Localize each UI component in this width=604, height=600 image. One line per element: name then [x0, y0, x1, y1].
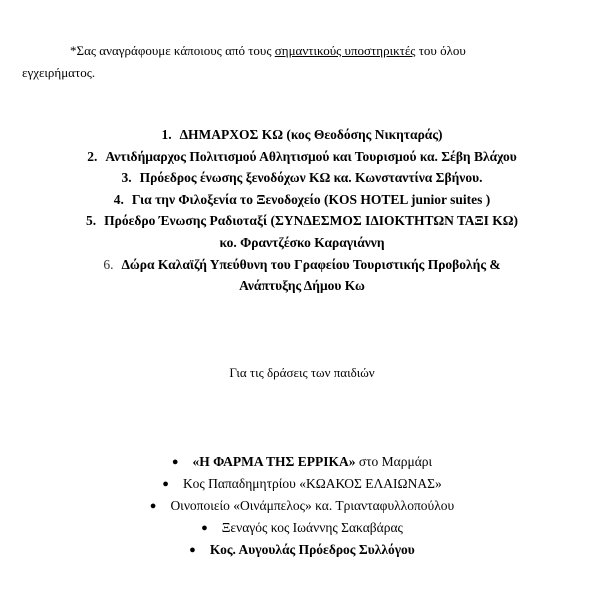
item-text: Πρόεδρος ένωσης ξενοδόχων ΚΩ κα. Κωνσταντίνα Σβήνου. — [139, 170, 483, 186]
kids-activities-list — [0, 451, 604, 561]
supporter-item-6-continuation: Ανάπτυξης Δήμου Κω — [239, 278, 365, 294]
kids-item-3 — [0, 495, 604, 517]
bullet-icon: ● — [162, 478, 169, 490]
intro-paragraph — [22, 40, 582, 84]
kids-item-3-text: Οινοποιείο «Οινάμπελος» κα. Τριανταφυλλοπούλου — [170, 498, 455, 513]
kids-item-1-bold: «Η ΦΑΡΜΑ ΤΗΣ ΕΡΡΙΚΑ» — [192, 454, 356, 469]
intro-prefix: *Σας αναγράφουμε κάποιους από τους — [70, 43, 275, 58]
item-text: ΔΗΜΑΡΧΟΣ ΚΩ (κος Θεοδόσης Νικηταράς) — [179, 127, 443, 142]
kids-item-2-text: Κος Παπαδημητρίου «ΚΩΑΚΟΣ ΕΛΑΙΩΝΑΣ» — [182, 476, 442, 491]
supporter-item-1 — [0, 124, 604, 146]
item-number: 5. — [85, 213, 97, 229]
supporter-item-5 — [0, 210, 604, 232]
supporter-item-6 — [0, 254, 604, 276]
kids-item-5-text: Κος. Αυγουλάς Πρόεδρος Συλλόγου — [209, 542, 415, 557]
intro-line-1 — [22, 40, 582, 62]
bullet-icon: ● — [201, 522, 208, 534]
supporter-item-3 — [0, 167, 604, 189]
kids-item-4 — [0, 517, 604, 539]
kids-activities-heading: Για τις δράσεις των παιδιών — [229, 365, 375, 380]
supporters-list — [0, 124, 604, 297]
kids-item-4-text: Ξεναγός κος Ιωάννης Σακαβάρας — [221, 520, 403, 535]
item-number: 1. — [161, 127, 172, 142]
item-text: Δώρα Καλαϊζή Υπεύθυνη του Γραφείου Τουριστικής Προβολής & — [121, 256, 501, 272]
bullet-icon: ● — [171, 456, 179, 468]
item-text: Αντιδήμαρχος Πολιτισμού Αθλητισμού και Τουρισμού κα. Σέβη Βλάχου — [105, 148, 517, 164]
item-number: 3. — [121, 170, 132, 186]
item-number: 4. — [113, 191, 124, 207]
intro-line-2: εγχειρήματος. — [22, 65, 96, 80]
kids-item-1 — [0, 451, 604, 473]
kids-item-2 — [0, 473, 604, 495]
supporter-item-5-continuation: κο. Φραντζέσκο Καραγιάννη — [219, 234, 385, 250]
supporter-item-4 — [0, 189, 604, 211]
item-number: 6. — [103, 256, 114, 272]
item-number: 2. — [87, 148, 98, 164]
kids-item-1-rest: στο Μαρμάρι — [355, 454, 433, 469]
kids-item-5 — [0, 539, 604, 561]
item-text: Για την Φιλοξενία το Ξενοδοχείο (KOS HOTEL junior suites ) — [131, 191, 491, 207]
intro-suffix: του όλου — [415, 43, 466, 58]
bullet-icon: ● — [149, 500, 157, 512]
bullet-icon: ● — [189, 544, 196, 556]
intro-underlined-text: σημαντικούς υποστηρικτές — [274, 43, 416, 58]
supporter-item-2 — [0, 146, 604, 168]
item-text: Πρόεδρο Ένωσης Ραδιοταξί (ΣΥΝΔΕΣΜΟΣ ΙΔΙΟΚΤΗΤΩΝ ΤΑΞΙ ΚΩ) — [104, 213, 519, 229]
